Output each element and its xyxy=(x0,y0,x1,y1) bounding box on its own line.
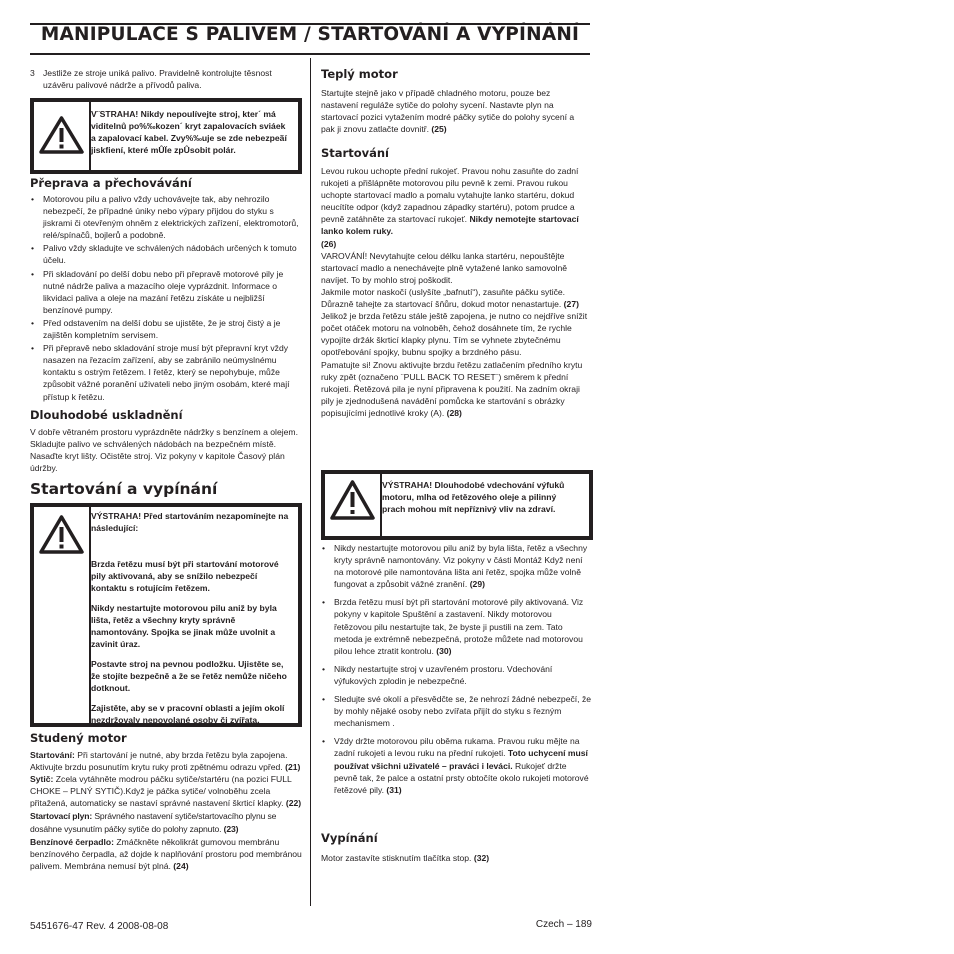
list-item: • Vždy držte motorovou pilu oběma rukama. Pravou ruku mějte na zadní rukojeti a levou ruku na přední rukojeti. Toto uchycení musí používat všichni uživatelé – praváci i leváci. Rukojeť držte pevně tak, že palce a ostatní prsty obtočíte okolo rukojeti motorové řetězové pily. (31) xyxy=(322,736,589,795)
warning-box-spark xyxy=(30,98,302,174)
list-item: • Při skladování po delší dobu nebo při přepravě motorové pily je nutné nádrže paliva a mazacího oleje vyprázdnit. Informace o likvidaci paliva a oleje na mazání řetězu získáte u nejbližší benzínové pumpy. xyxy=(31,268,284,315)
startovani-body: Levou rukou uchopte přední rukojeť. Pravou nohu zasuňte do zadní rukojeti a přišlápněte motorovou pilu pevně k zemi. Pravou rukou uchopte startovací madlo a pomalu vytahujte lanko startéru, dokud neucítíte odpor (když zapadnou západky startéru), potom prudce a pevně zatáhněte za startovací rukojeť. Nikdy nemotejte startovací lanko kolem ruky. (26) VAROVÁNÍ! Nevytahujte celou délku lanka startéru, nepouštějte startovací madlo a nenechávejte plně vytažené lanko samovolně navíjet. To by mohlo stroj poškodit. Jakmile motor naskočí (uslyšíte „bafnutí“), zasuňte páčku sytiče. Důrazně tahejte za startovací šňůru, dokud motor nenastartuje. (27) Jelikož je brzda řetězu stále ještě zapojena, je nutno co nejdříve snížit počet otáček motoru na volnoběh, čehož dosáhnete tím, že rychle vypojíte držák škrticí klapky plynu. Tím se vyhnete zbytečnému opotřebování spojky, bubnu spojky a brzdného pásu. Pamatujte si! Znovu aktivujte brzdu řetězu zatlačením předního krytu ruky zpět (označeno ¨PULL BACK TO RESET¨) směrem k přední rukojeti. Řetězová pila je nyní připravena k použití. Na zadním okraji pily je zjednodušená navádění pomůcka ke startování s obrázky popisujícími jednotlivé kroky (A). (28) xyxy=(321,166,588,418)
preprava-list xyxy=(30,193,300,403)
footer-doc-id: 5451676-47 Rev. 4 2008-08-08 xyxy=(30,921,169,932)
warning-text-spark: V¨STRAHA! Nikdy nepoulívejte stroj, kter´ má viditelnů po%‰kozen´ kryt zapalovacích sviáek a zapalovací kabel. Zvy%‰uje se zde nebezpeãí jiskfiení, které mÛÏe zpÛsobit polár. xyxy=(91,102,298,170)
item-3-text: Jestliže ze stroje uniká palivo. Pravidelně kontrolujte těsnost uzávěru palivové nádrže a přívodů paliva. xyxy=(43,68,272,91)
column-divider xyxy=(310,58,311,906)
list-item: • Brzda řetězu musí být při startování motorové pily aktivovaná. Viz pokyny v kapitole Spuštění a zastavení. Nikdy motorovou řetězovou pilu nestartujte tak, že byste ji pustili na zem. Tato metoda je extrémně nebezpečná, protože můžete nad motorovou pilou lehce ztratit kontrolu. (30) xyxy=(322,597,584,656)
warning-text-start: VÝSTRAHA! Před startováním nezapomínejte na následující: Brzda řetězu musí být při startování motorové pily aktivovaná, aby se snížilo nebezpečí kontaktu s rotujícím řetězem. Nikdy nestartujte motorovou pilu aniž by byla lišta, řetěz a všechny kryty správně namontovány. Spojka se jinak může uvolnit a zavinit úraz. Postavte stroj na pevnou podložku. Ujistěte se, že stojíte bezpečně a že se řetěz nemůže ničeho dotknout. Zajistěte, aby se v pracovní oblasti a jejím okolí nezdržovaly nepovolané osoby či zvířata. xyxy=(91,507,298,723)
list-item: • Palivo vždy skladujte ve schválených nádobách určených k tomuto účelu. xyxy=(31,243,297,266)
warning-text-exhaust: VÝSTRAHA! Dlouhodobé vdechování výfuků motoru, mlha od řetězového oleje a pilinný prach mohou mít nepříznivý vliv na zdraví. xyxy=(382,474,589,536)
warning-triangle-icon xyxy=(325,474,380,536)
warning-triangle-icon xyxy=(34,102,89,170)
safety-list xyxy=(321,542,591,796)
list-item: • Nikdy nestartujte motorovou pilu aniž by byla lišta, řetěz a všechny kryty správně namontovány. Viz pokyny v části Montáž Když není na motorové pile namontována lišta ani řetěz, spojka může volně fungovat a způsobit vážné zranění. (29) xyxy=(322,543,588,590)
heading-vypinani: Vypínání xyxy=(321,831,378,845)
heading-studeny-motor: Studený motor xyxy=(30,731,127,745)
list-item: • Sledujte své okolí a přesvědčte se, že nehrozí žádné nebezpečí, že by mohly nějaké osoby nebo zvířata přijít do styku s řezným mechanismem . xyxy=(322,694,592,729)
list-item: • Nikdy nestartujte stroj v uzavřeném prostoru. Vdechování výfukových zplodin je nebezpečné. xyxy=(322,663,553,686)
footer-page-number: Czech – 189 xyxy=(535,919,592,930)
list-item: • Při přepravě nebo skladování stroje musí být přepravní kryt vždy nasazen na řezacím zařízení, aby se zabránilo neúmyslnému kontaktu s ostrým řetězem. I řetěz, který se nepohybuje, může způsobit vážné poranění uživateli nebo jiným osobám, které mají přístup k řetězu. xyxy=(31,343,290,402)
heading-dlouhodobe: Dlouhodobé uskladnění xyxy=(30,408,183,422)
dlouhodobe-text: V dobře větraném prostoru vyprázdněte nádržky s benzínem a olejem. Skladujte palivo ve schválených nádobách na bezpečném místě. Nasaďte kryt lišty. Očistěte stroj. Viz pokyny v kapitole Časový plán údržby. xyxy=(30,427,298,474)
warning-box-start xyxy=(30,503,302,727)
item-3-number: 3 xyxy=(30,68,35,78)
studeny-motor-body: Startování: Při startování je nutné, aby brzda řetězu byla zapojena. Aktivujte brzdu posunutím krytu ruky proti zpětnému odrazu vpřed. (21) Sytič: Zcela vytáhněte modrou páčku sytiče/startéru (na pozici FULL CHOKE – PLNÝ SYTIČ).Když je páčka sytiče/ volnoběhu zcela přitažená, automaticky se nastaví správné nastavení škrticí klapky. (22) Startovací plyn: Správného nastavení sytiče/startovacího plynu se dosáhne vysunutím páčky sytiče do polohy zapnuto. (23) Benzínové čerpadlo: Zmáčkněte několikrát gumovou membránu benzínového čerpadla, až dojde k naplňování prostoru pod membránou palivem. Membrána nemusí být plná. (24) xyxy=(30,750,302,871)
item-3 xyxy=(30,67,298,91)
list-item: • Před odstavením na delší dobu se ujistěte, že je stroj čistý a je zajištěn kompletním servisem. xyxy=(31,317,281,341)
header-bottom-rule xyxy=(30,53,590,55)
heading-teply-motor: Teplý motor xyxy=(321,67,398,81)
heading-startovani-vypinani: Startování a vypínání xyxy=(30,480,218,498)
heading-preprava: Přeprava a přechovávání xyxy=(30,176,192,190)
list-item: • Motorovou pilu a palivo vždy uchovávejte tak, aby nehrozilo nebezpečí, že případné úniky nebo výpary přijdou do styku s jiskrami či otevřeným ohněm z elektrických zařízení, elektromotorů, relé/spínačů, bojlerů a podobně. xyxy=(31,194,299,241)
warning-triangle-icon xyxy=(34,507,89,723)
page-title: MANIPULACE S PALIVEM / STARTOVÁNÍ A VYPÍNÁNÍ xyxy=(40,24,580,45)
warning-box-exhaust xyxy=(321,470,593,540)
teply-motor-text: Startujte stejně jako v případě chladného motoru, pouze bez nastavení reguláže sytiče do polohy sycení. Nastavte plyn na startovací pozici vytažením modré páčky sytiče do polohy sycení a pak ji znovu zatlačte dovnitř. (25) xyxy=(321,88,575,135)
heading-startovani: Startování xyxy=(321,146,389,160)
vypinani-text: Motor zastavíte stisknutím tlačítka stop. (32) xyxy=(321,853,490,863)
